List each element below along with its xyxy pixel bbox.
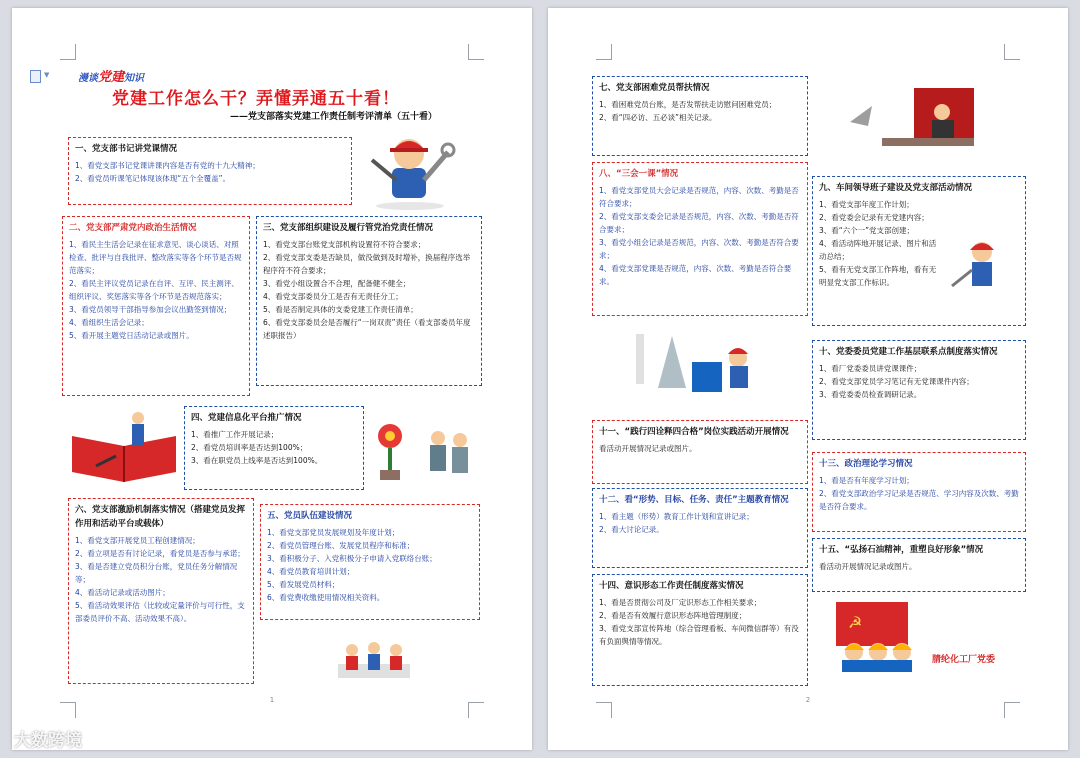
list-item: 2、看民主评议党员记录在自评、互评、民主测评、组织评议、奖惩落实等各个环节是否规范落实； bbox=[69, 279, 239, 301]
list-item: 3、看是否建立党员积分台账，党员任务分解情况等； bbox=[75, 562, 238, 584]
repair-worker-illustration bbox=[944, 236, 1020, 298]
list-item: 1、看党支部党员发展规划及年度计划； bbox=[267, 528, 400, 537]
list-item: 6、看党费收缴使用情况相关资料。 bbox=[267, 593, 385, 602]
office-illustration bbox=[842, 82, 978, 166]
crop-mark bbox=[468, 44, 484, 60]
crop-mark bbox=[1004, 702, 1020, 718]
list-item: 1、看党支部书记党课讲课内容是否有党的十九大精神； bbox=[75, 161, 260, 170]
brand-logo: 漫谈党建知识 bbox=[78, 70, 145, 85]
section-10 bbox=[812, 340, 1026, 440]
crop-mark bbox=[60, 702, 76, 718]
page-number: 2 bbox=[805, 696, 811, 704]
crop-mark bbox=[468, 702, 484, 718]
document-page-2 bbox=[548, 8, 1068, 750]
list-item: 2、看党支部支委会记录是否规范，内容、次数、考勤是否符合要求； bbox=[599, 212, 799, 234]
section-heading: 八、“三会一课”情况 bbox=[599, 169, 679, 179]
party-flag-illustration bbox=[832, 598, 922, 674]
list-item: 4、看组织生活会记录； bbox=[69, 318, 149, 327]
list-item: 4、看党支部委员分工是否有无责任分工； bbox=[263, 292, 403, 301]
section-7 bbox=[592, 76, 808, 156]
crop-mark bbox=[596, 44, 612, 60]
section-heading: 十五、“弘扬石油精神，重塑良好形象”情况 bbox=[819, 545, 984, 555]
section-heading: 七、党支部困难党员帮扶情况 bbox=[599, 83, 710, 93]
organization-label: 腈纶化工厂党委 bbox=[932, 655, 996, 665]
list-item: 1、看主题（形势）教育工作计划和宣讲记录； bbox=[599, 512, 754, 521]
list-item: 2、看是否有效履行意识形态阵地管理制度； bbox=[599, 611, 747, 620]
section-heading: 九、车间领导班子建设及党支部活动情况 bbox=[819, 183, 973, 193]
list-item: 1、看推广工作开展记录； bbox=[191, 430, 279, 439]
list-item: 4、看活动记录或活动图片； bbox=[75, 588, 170, 597]
list-item: 6、看党支部委员会是否履行“一岗双责”责任（看支部委员年度述职报告） bbox=[263, 318, 471, 340]
section-heading: 五、党员队伍建设情况 bbox=[267, 511, 353, 521]
section-3 bbox=[256, 216, 482, 386]
watermark-logo: 大数跨境 bbox=[14, 731, 82, 751]
list-item: 2、看党员听课笔记体现该体现“五个全覆盖”。 bbox=[75, 174, 231, 183]
list-item: 5、看发展党员材料； bbox=[267, 580, 340, 589]
list-item: 3、看党小组设置合不合理，配备健不健全； bbox=[263, 279, 411, 288]
section-2 bbox=[62, 216, 250, 396]
list-item: 2、看党支部政治学习记录是否规范、学习内容及次数、考勤是否符合要求。 bbox=[819, 489, 1019, 511]
section-15 bbox=[812, 538, 1026, 592]
crop-mark bbox=[60, 44, 76, 60]
flower-illustration bbox=[368, 418, 478, 488]
list-item: 看活动开展情况记录或图片。 bbox=[819, 562, 917, 571]
section-heading: 六、党支部激励机制落实情况（搭建党员发挥作用和活动平台或载体） bbox=[75, 505, 246, 529]
section-heading: 三、党支部组织建设及履行管党治党责任情况 bbox=[263, 223, 434, 233]
list-item: 1、看党支部年度工作计划； bbox=[819, 200, 914, 209]
list-item: 3、看“六个一”党支部创建； bbox=[819, 226, 915, 235]
list-item: 1、看党支部开展党员工程创建情况； bbox=[75, 536, 200, 545]
list-item: 2、看党员管理台账、发展党员程序和标准； bbox=[267, 541, 415, 550]
list-item: 5、看有无党支部工作阵地，看有无明显党支部工作标识。 bbox=[819, 265, 937, 287]
list-item: 1、看是否有年度学习计划； bbox=[819, 476, 914, 485]
list-item: 5、看是否制定具体的支委党建工作责任清单； bbox=[263, 305, 418, 314]
list-item: 3、看党委委员检查调研记录。 bbox=[819, 390, 922, 399]
list-item: 2、看“四必访、五必谈”相关记录。 bbox=[599, 113, 717, 122]
list-item: 4、看党员教育培训计划； bbox=[267, 567, 355, 576]
section-heading: 四、党建信息化平台推广情况 bbox=[191, 413, 302, 423]
document-icon[interactable] bbox=[30, 70, 41, 83]
list-item: 2、看党员培训率是否达到100%； bbox=[191, 443, 308, 452]
list-item: 3、看党支部宣传阵地（综合管理看板、车间微信群等）有没有负面舆情等情况。 bbox=[599, 624, 799, 646]
section-heading: 一、党支部书记讲党课情况 bbox=[75, 144, 178, 154]
section-heading: 十四、意识形态工作责任制度落实情况 bbox=[599, 581, 744, 591]
section-heading: 十一、“践行四诠释四合格”岗位实践活动开展情况 bbox=[599, 427, 789, 437]
book-illustration bbox=[66, 406, 182, 488]
section-6 bbox=[68, 498, 254, 684]
worker-illustration bbox=[360, 130, 460, 212]
svg-text:☭: ☭ bbox=[848, 613, 863, 632]
page-title: 党建工作怎么干？弄懂弄通五十看！ bbox=[112, 89, 400, 109]
section-heading: 十三、政治理论学习情况 bbox=[819, 459, 913, 469]
list-item: 5、看开展主题党日活动记录或图片。 bbox=[69, 331, 194, 340]
list-item: 4、看活动阵地开展记录、图片和活动总结； bbox=[819, 239, 937, 261]
group-illustration bbox=[334, 630, 414, 682]
list-item: 3、看党小组会记录是否规范，内容、次数、考勤是否符合要求； bbox=[599, 238, 799, 260]
list-item: 1、看厂党委委员讲党课课件； bbox=[819, 364, 922, 373]
section-1 bbox=[68, 137, 352, 205]
crop-mark bbox=[596, 702, 612, 718]
list-item: 4、看党支部党课是否规范，内容、次数、考勤是否符合要求。 bbox=[599, 264, 792, 286]
list-item: 3、看党员领导干部指导参加会议出勤签到情况； bbox=[69, 305, 232, 314]
section-5 bbox=[260, 504, 480, 620]
list-item: 1、看民主生活会记录在征求意见、谈心谈话、对照检查、批评与自我批评、整改落实等各个环节是否规范落实； bbox=[69, 240, 242, 275]
list-item: 1、看党支部党员大会记录是否规范，内容、次数、考勤是否符合要求； bbox=[599, 186, 799, 208]
section-14 bbox=[592, 574, 808, 686]
page-subtitle: ——党支部落实党建工作责任制考评清单（五十看） bbox=[230, 112, 438, 122]
section-heading: 十、党委委员党建工作基层联系点制度落实情况 bbox=[819, 347, 998, 357]
section-heading: 十二、看“形势、目标、任务、责任”主题教育情况 bbox=[599, 495, 789, 505]
section-12 bbox=[592, 488, 808, 568]
section-11 bbox=[592, 420, 808, 484]
section-8 bbox=[592, 162, 808, 316]
list-item: 2、看党支部支委是否缺员，做没做到及时增补，换届程序选举程序符不符合要求； bbox=[263, 253, 471, 275]
list-item: 1、看党支部台账党支部机构设置符不符合要求； bbox=[263, 240, 426, 249]
rocket-illustration bbox=[628, 328, 778, 410]
list-item: 3、看在职党员上线率是否达到100%。 bbox=[191, 456, 323, 465]
section-heading: 二、党支部严肃党内政治生活情况 bbox=[69, 223, 197, 233]
document-page-1 bbox=[12, 8, 532, 750]
crop-mark bbox=[1004, 44, 1020, 60]
list-item: 5、看活动效果评估（比较或定量评价与可行性，支部委员评价不高、活动效果不高）。 bbox=[75, 601, 245, 623]
list-item: 1、看困难党员台账，是否发帮扶走访慰问困难党员； bbox=[599, 100, 777, 109]
page-number: 1 bbox=[269, 696, 275, 704]
list-item: 看活动开展情况记录或图片。 bbox=[599, 444, 697, 453]
list-item: 3、看积极分子、入党积极分子申请入党联络台账； bbox=[267, 554, 437, 563]
list-item: 2、看党委会记录有无党建内容； bbox=[819, 213, 929, 222]
section-4 bbox=[184, 406, 364, 490]
list-item: 2、看立项是否有讨论记录，看党员是否参与承诺； bbox=[75, 549, 245, 558]
chevron-down-icon[interactable]: ▼ bbox=[44, 71, 50, 79]
section-13 bbox=[812, 452, 1026, 532]
list-item: 2、看大讨论记录。 bbox=[599, 525, 664, 534]
list-item: 2、看党支部党员学习笔记有无党课课件内容； bbox=[819, 377, 974, 386]
list-item: 1、看是否贯彻公司及厂定识形态工作相关要求； bbox=[599, 598, 762, 607]
